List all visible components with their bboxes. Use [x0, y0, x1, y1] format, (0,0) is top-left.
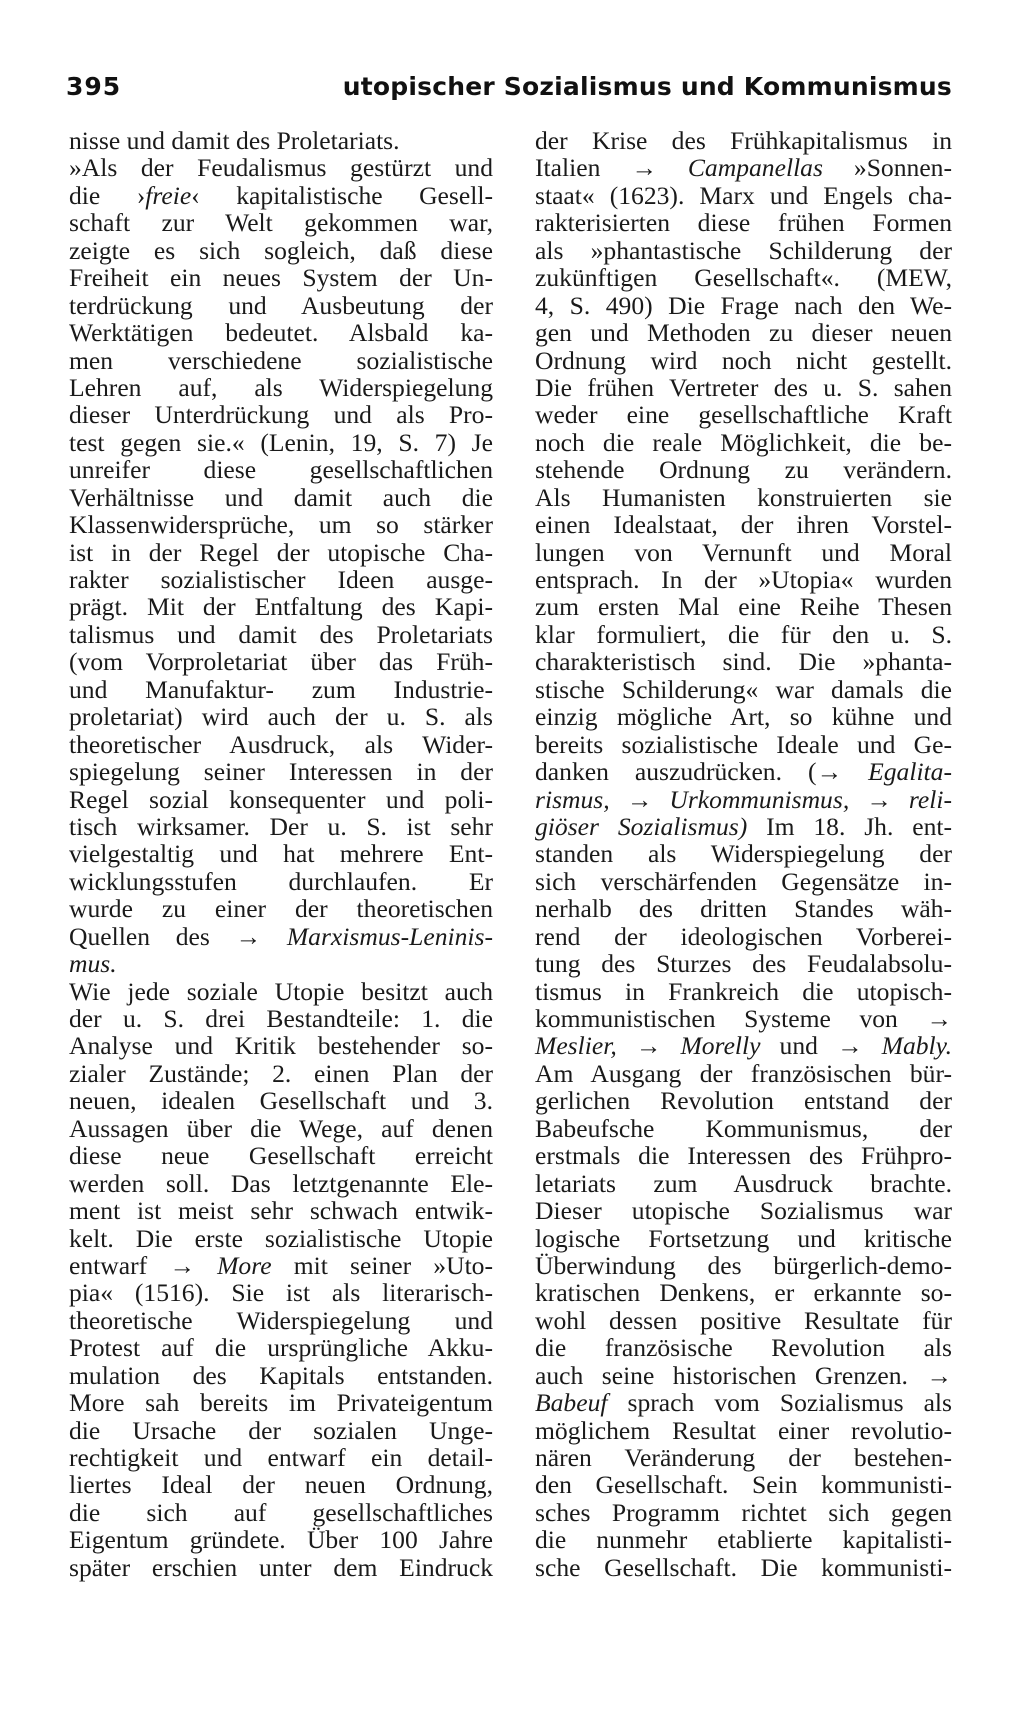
text-line: wurde zu einer der theoretischen — [69, 894, 493, 924]
text-line: die französische Revolution als — [535, 1333, 952, 1363]
text-line: rakterisierten diese frühen Formen — [535, 208, 952, 238]
text-line: nerhalb des dritten Standes wäh- — [535, 894, 952, 924]
text-line: dieser Unterdrückung und als Pro- — [69, 400, 493, 430]
text-line: Analyse und Kritik bestehender so- — [69, 1031, 493, 1061]
text-line: mulation des Kapitals entstanden. — [69, 1360, 493, 1390]
text-line: Als Humanisten konstruierten sie — [535, 482, 952, 512]
text-line: Regel sozial konsequenter und poli- — [69, 784, 493, 814]
text-line: gerlichen Revolution entstand der — [535, 1086, 952, 1116]
text-line: More sah bereits im Privateigentum — [69, 1388, 493, 1418]
text-line: und Manufaktur- zum Industrie- — [69, 674, 493, 704]
text-line: möglichem Resultat einer revolutio- — [535, 1415, 952, 1445]
text-line: Babeuf sprach vom Sozialismus als — [535, 1388, 952, 1418]
text-line: Meslier, → Morelly und → Mably. — [535, 1031, 953, 1061]
text-line: ist in der Regel der utopische Cha- — [69, 537, 493, 567]
text-line: nären Veränderung der bestehen- — [535, 1443, 952, 1472]
text-line: als »phantastische Schilderung der — [535, 235, 952, 265]
text-line: rend der ideologischen Vorberei- — [535, 921, 952, 951]
text-line: Protest auf die ursprüngliche Akku- — [69, 1333, 493, 1363]
text-line: klar formuliert, die für den u. S. — [535, 619, 952, 649]
text-line: sche Gesellschaft. Die kommunisti- — [535, 1552, 952, 1582]
text-line: kommunistischen Systeme von → — [535, 1004, 952, 1033]
text-line: prägt. Mit der Entfaltung des Kapi- — [69, 592, 493, 622]
text-line: Ordnung wird noch nicht gestellt. — [535, 345, 952, 375]
text-line: gen und Methoden zu dieser neuen — [535, 318, 952, 348]
page-header — [66, 72, 952, 112]
text-line: men verschiedene sozialistische — [69, 345, 493, 375]
text-line: tismus in Frankreich die utopisch- — [535, 976, 952, 1006]
text-line: die nunmehr etablierte kapitalisti- — [535, 1525, 952, 1555]
text-line: sich verschärfenden Gegensätze in- — [535, 866, 952, 896]
text-line: einen Idealstaat, der ihren Vorstel- — [535, 510, 952, 540]
text-line: wicklungsstufen durchlaufen. Er — [69, 866, 493, 896]
text-line: pia« (1516). Sie ist als literarisch- — [69, 1278, 493, 1308]
text-line: tung des Sturzes des Feudalabsolu- — [535, 949, 952, 979]
text-line: erstmals die Interessen des Frühpro- — [535, 1141, 952, 1171]
text-line: vielgestaltig und hat mehrere Ent- — [69, 839, 493, 869]
text-line: Aussagen über die Wege, auf denen — [69, 1113, 493, 1143]
text-line: kratischen Denkens, er erkannte so- — [535, 1278, 952, 1308]
text-line: spiegelung seiner Interessen in der — [69, 757, 493, 787]
text-line: Am Ausgang der französischen bür- — [535, 1058, 952, 1088]
text-line: stehende Ordnung zu verändern. — [535, 455, 952, 485]
text-line: Eigentum gründete. Über 100 Jahre — [69, 1525, 493, 1555]
text-line: die sich auf gesellschaftliches — [69, 1497, 493, 1527]
text-line: Freiheit ein neues System der Un- — [69, 263, 493, 293]
text-line: neuen, idealen Gesellschaft und 3. — [69, 1086, 493, 1116]
text-line: rechtigkeit und entwarf ein detail- — [69, 1443, 493, 1472]
text-line: (vom Vorproletariat über das Früh- — [69, 647, 493, 677]
text-line: rismus, → Urkommunismus, → reli- — [535, 784, 953, 814]
text-line: »Als der Feudalismus gestürzt und — [69, 153, 493, 183]
text-line: terdrückung und Ausbeutung der — [69, 290, 493, 320]
text-line: noch die reale Möglichkeit, die be- — [535, 427, 952, 457]
text-line: talismus und damit des Proletariats — [69, 619, 493, 649]
text-line: der u. S. drei Bestandteile: 1. die — [69, 1004, 493, 1033]
text-line: logische Fortsetzung und kritische — [535, 1223, 952, 1253]
text-line: Die frühen Vertreter des u. S. sahen — [535, 372, 952, 402]
text-line: Wie jede soziale Utopie besitzt auch — [69, 976, 493, 1006]
text-line: charakteristisch sind. Die »phanta- — [535, 647, 952, 677]
text-line: schaft zur Welt gekommen war, — [69, 208, 493, 238]
text-line: auch seine historischen Grenzen. → — [535, 1360, 952, 1390]
text-line: Dieser utopische Sozialismus war — [535, 1196, 952, 1226]
text-line: giöser Sozialismus) Im 18. Jh. ent- — [535, 811, 952, 841]
text-line: rakter sozialistischer Ideen ausge- — [69, 565, 493, 594]
text-line: lungen von Vernunft und Moral — [535, 537, 952, 567]
text-line: entsprach. In der »Utopia« wurden — [535, 565, 952, 594]
text-line: mus. — [69, 949, 117, 979]
text-line: standen als Widerspiegelung der — [535, 839, 952, 869]
text-line: diese neue Gesellschaft erreicht — [69, 1141, 493, 1171]
text-line: wohl dessen positive Resultate für — [535, 1305, 952, 1335]
text-line: einzig mögliche Art, so kühne und — [535, 702, 952, 732]
text-line: liertes Ideal der neuen Ordnung, — [69, 1470, 493, 1500]
text-line: Überwindung des bürgerlich-demo- — [535, 1250, 952, 1280]
text-line: bereits sozialistische Ideale und Ge- — [535, 729, 952, 759]
right-text-column — [535, 127, 952, 1581]
text-line: der Krise des Frühkapitalismus in — [535, 126, 952, 155]
text-line: staat« (1623). Marx und Engels cha- — [535, 180, 952, 210]
text-line: stische Schilderung« war damals die — [535, 674, 952, 704]
text-line: zukünftigen Gesellschaft«. (MEW, — [535, 263, 952, 293]
text-line: zeigte es sich sogleich, daß diese — [69, 235, 493, 265]
text-line: theoretischer Ausdruck, als Wider- — [69, 729, 493, 759]
text-line: tisch wirksamer. Der u. S. ist sehr — [69, 811, 493, 841]
text-line: sches Programm richtet sich gegen — [535, 1497, 952, 1527]
text-line: entwarf → More mit seiner »Uto- — [69, 1250, 494, 1280]
text-line: Babeufsche Kommunismus, der — [535, 1113, 952, 1143]
page-number: 395 — [66, 72, 122, 101]
text-line: Klassenwidersprüche, um so stärker — [69, 510, 493, 540]
text-line: werden soll. Das letztgenannte Ele- — [69, 1168, 493, 1198]
text-line: test gegen sie.« (Lenin, 19, S. 7) Je — [69, 427, 493, 457]
text-line: unreifer diese gesellschaftlichen — [69, 455, 493, 485]
text-line: zialer Zustände; 2. einen Plan der — [69, 1058, 493, 1088]
text-line: theoretische Widerspiegelung und — [69, 1305, 493, 1335]
text-line: später erschien unter dem Eindruck — [69, 1552, 493, 1582]
text-line: Quellen des → Marxismus-Leninis- — [69, 921, 493, 951]
running-title: utopischer Sozialismus und Kommunismus — [342, 72, 952, 101]
text-line: die ›freie‹ kapitalistische Gesell- — [69, 180, 493, 210]
text-line: kelt. Die erste sozialistische Utopie — [69, 1223, 493, 1253]
text-line: nisse und damit des Proletariats. — [69, 126, 400, 155]
text-line: 4, S. 490) Die Frage nach den We- — [535, 290, 952, 320]
text-line: weder eine gesellschaftliche Kraft — [535, 400, 952, 430]
text-line: Verhältnisse und damit auch die — [69, 482, 493, 512]
text-line: die Ursache der sozialen Unge- — [69, 1415, 493, 1445]
text-line: Italien → Campanellas »Sonnen- — [535, 153, 952, 183]
text-line: proletariat) wird auch der u. S. als — [69, 702, 493, 732]
text-line: ment ist meist sehr schwach entwik- — [69, 1196, 493, 1226]
text-line: letariats zum Ausdruck brachte. — [535, 1168, 952, 1198]
text-line: Werktätigen bedeutet. Alsbald ka- — [69, 318, 493, 348]
text-line: Lehren auf, als Widerspiegelung — [69, 372, 493, 402]
text-line: zum ersten Mal eine Reihe Thesen — [535, 592, 952, 622]
text-line: danken auszudrücken. (→ Egalita- — [535, 757, 952, 787]
left-text-column — [69, 127, 493, 1581]
text-line: den Gesellschaft. Sein kommunisti- — [535, 1470, 952, 1500]
